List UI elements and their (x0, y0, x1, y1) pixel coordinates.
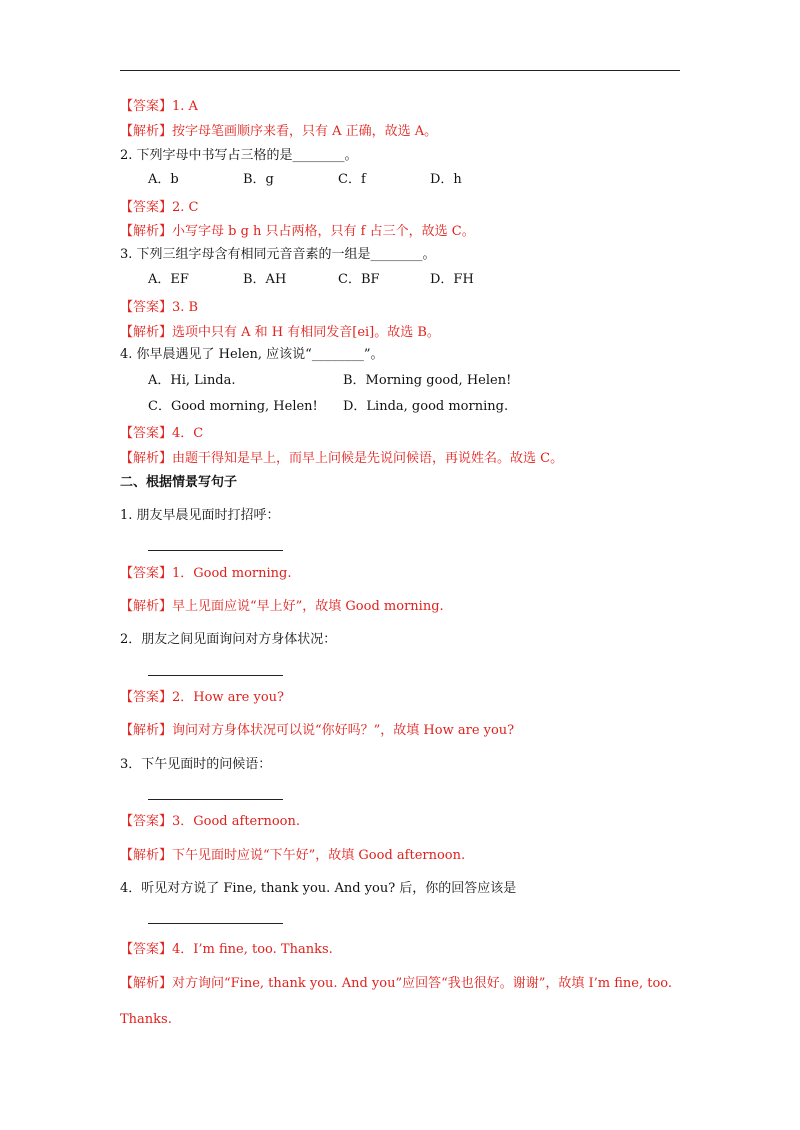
s2-item1-analysis: 【解析】早上见面应说“早上好”，故填 Good morning. (120, 599, 444, 614)
q2-stem: 2. 下列字母中书写占三格的是________。 (120, 148, 358, 163)
q2-option-c: C．f (338, 172, 366, 187)
q4-option-c: C．Good morning, Helen! (148, 399, 318, 414)
q3-option-d: D．FH (430, 272, 474, 287)
s2-item2-stem: 2．朋友之间见面询问对方身体状况： (120, 632, 337, 647)
s2-item4-stem: 4．听见对方说了 Fine, thank you. And you? 后，你的回答应该是 (120, 881, 517, 896)
s2-item4-analysis-cont: Thanks. (120, 1012, 172, 1027)
s2-item3-analysis: 【解析】下午见面时应说“下午好”，故填 Good afternoon. (120, 848, 466, 863)
q3-option-a: A．EF (148, 272, 189, 287)
q3-analysis: 【解析】选项中只有 A 和 H 有相同发音[ei]。故选 B。 (120, 325, 440, 340)
q4-stem: 4. 你早晨遇见了 Helen, 应该说“________”。 (120, 347, 384, 362)
header-rule (120, 70, 680, 71)
s2-item2-answer: 【答案】2．How are you? (120, 690, 284, 705)
s2-item1-stem: 1. 朋友早晨见面时打招呼： (120, 508, 280, 523)
s2-item4-blank[interactable] (148, 923, 283, 924)
q3-option-b: B．AH (243, 272, 287, 287)
q4-answer: 【答案】4．C (120, 426, 204, 441)
q2-option-b: B．g (243, 172, 274, 187)
q3-option-c: C．BF (338, 272, 380, 287)
s2-item3-answer: 【答案】3．Good afternoon. (120, 814, 300, 829)
q1-analysis: 【解析】按字母笔画顺序来看，只有 A 正确，故选 A。 (120, 124, 438, 139)
q2-option-a: A．b (148, 172, 179, 187)
q3-answer: 【答案】3. B (120, 300, 199, 315)
q3-stem: 3. 下列三组字母含有相同元音音素的一组是________。 (120, 247, 436, 262)
s2-item3-blank[interactable] (148, 799, 283, 800)
q4-analysis: 【解析】由题干得知是早上，而早上问候是先说问候语，再说姓名。故选 C。 (120, 451, 564, 466)
s2-item3-stem: 3．下午见面时的问候语： (120, 757, 272, 772)
q4-option-b: B．Morning good, Helen! (343, 373, 512, 388)
section-heading: 二、根据情景写句子 (120, 475, 238, 490)
s2-item2-blank[interactable] (148, 675, 283, 676)
s2-item2-analysis: 【解析】询问对方身体状况可以说“你好吗？”，故填 How are you? (120, 723, 515, 738)
q2-option-d: D．h (430, 172, 462, 187)
q4-option-a: A．Hi, Linda. (148, 373, 236, 388)
s2-item4-analysis: 【解析】对方询问“Fine, thank you. And you”应回答“我也很好。谢谢”，故填 I’m fine, too. (120, 976, 673, 991)
q2-analysis: 【解析】小写字母 b g h 只占两格，只有 f 占三个，故选 C。 (120, 224, 475, 239)
s2-item1-answer: 【答案】1．Good morning. (120, 566, 292, 581)
s2-item1-blank[interactable] (148, 550, 283, 551)
s2-item4-answer: 【答案】4．I’m fine, too. Thanks. (120, 942, 333, 957)
q4-option-d: D．Linda, good morning. (343, 399, 509, 414)
q1-answer: 【答案】1. A (120, 99, 198, 114)
q2-answer: 【答案】2. C (120, 200, 199, 215)
